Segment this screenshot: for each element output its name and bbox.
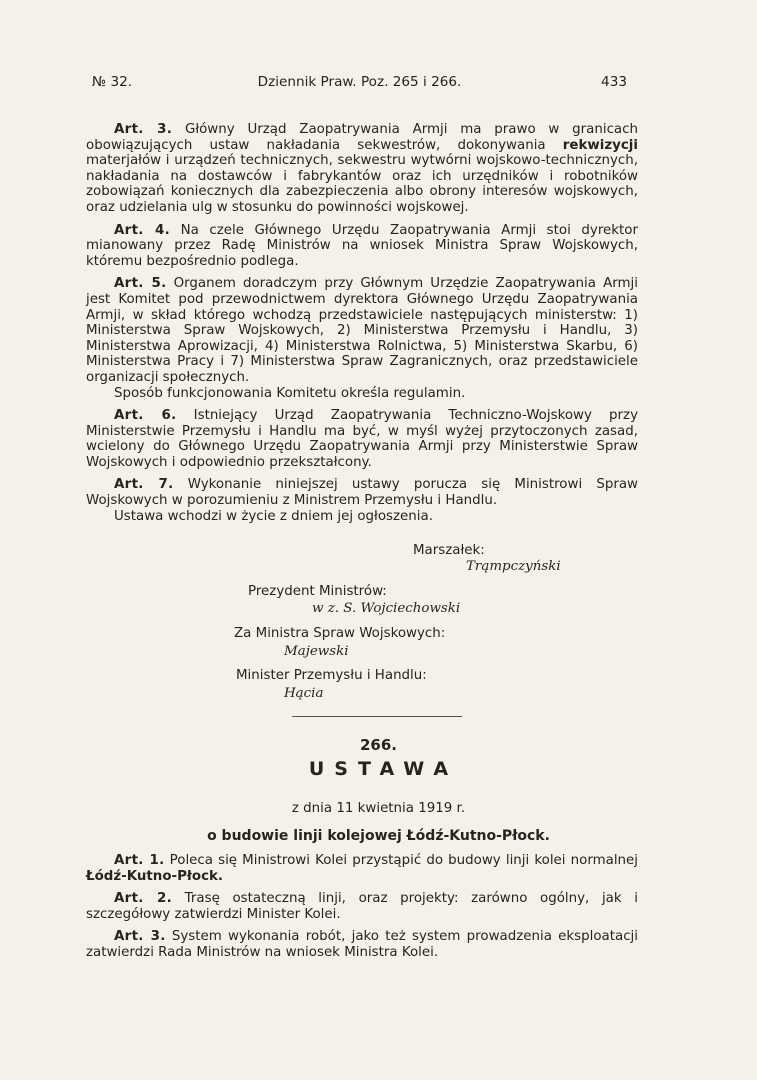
article-7-text: Wykonanie niniejszej ustawy porucza się Ministrowi Spraw Wojskowych w porozumieniu z Ministrem Przemysłu i Handlu.: [86, 477, 639, 509]
act-266-article-1: [86, 853, 638, 884]
military-minister-title: Za Ministra Spraw Wojskowych:: [234, 626, 446, 641]
article-5: [86, 276, 638, 385]
section-divider: [292, 716, 462, 717]
act-266-article-2-text: Trasę ostateczną linji, oraz projekty: zarówno ogólny, jak i szczegółowy zatwierdzi Minister Kolei.: [86, 891, 638, 922]
marshal-signature: Trąmpczyński: [466, 559, 561, 574]
premier-title: Prezydent Ministrów:: [248, 584, 387, 599]
industry-minister-title: Minister Przemysłu i Handlu:: [236, 668, 427, 683]
article-3-text-bold: rekwizycji: [562, 137, 638, 153]
act-266-article-2: [86, 891, 638, 922]
act-266-number: 266.: [359, 736, 397, 754]
act-266-article-3: [86, 929, 638, 960]
article-5-label: Art. 5.: [114, 276, 167, 292]
act-266-body: [86, 853, 638, 961]
act-266-article-1-bold: Łódź-Kutno-Płock.: [86, 868, 224, 884]
page-header: [92, 75, 627, 93]
article-4-text: Na czele Głównego Urzędu Zaopatrywania Armji stoi dyrektor mianowany przez Radę Ministrów na wniosek Ministra Spraw Wojskowych, któremu bezpośrednio podlega.: [86, 222, 638, 269]
act-266-subject: o budowie linji kolejowej Łódź-Kutno-Płock.: [207, 828, 550, 844]
article-7: [86, 477, 638, 508]
act-266-article-3-text: System wykonania robót, jako też system prowadzenia eksploatacji zatwierdzi Rada Ministrów na wniosek Ministra Kolei.: [86, 929, 638, 960]
article-4: [86, 223, 638, 270]
marshal-title: Marszałek:: [413, 543, 485, 558]
article-7-label: Art. 7.: [114, 477, 174, 493]
article-6-label: Art. 6.: [114, 408, 177, 424]
article-5-continuation: Sposób funkcjonowania Komitetu określa regulamin.: [114, 385, 466, 401]
act-266-article-1-text: Poleca się Ministrowi Kolei przystąpić do budowy linji kolei normalnej: [169, 853, 639, 868]
issue-number: № 32.: [92, 74, 133, 90]
military-minister-signature: Majewski: [284, 644, 349, 659]
article-6-text: Istniejący Urząd Zaopatrywania Techniczno-Wojskowy przy Ministerstwie Przemysłu i Handlu ma być, w myśl wyżej przytoczonych zasad, wcielony do Głównego Urzędu Zaopatrywania Armji przy Ministerstwie Spraw Wojskowych i odpowiednio przekształcony.: [86, 408, 639, 470]
article-3-text-b: materjałów i urządzeń technicznych, sekwestru wytwórni wojskowo-technicznych, nakładania na dostawców i fabrykantów oraz ich urzędników i robotników zobowiązań koniecznych dla zabezpieczenia albo obrony interesów wojskowych, oraz udzielania ulg w stosunku do powinności wojskowej.: [86, 153, 638, 215]
industry-minister-signature: Hącia: [284, 686, 324, 701]
article-6: [86, 408, 638, 470]
article-3-text-a: Główny Urząd Zaopatrywania Armji ma prawo w granicach obowiązujących ustaw nakładania sekwestrów, dokonywania: [86, 122, 638, 153]
journal-title: Dziennik Praw. Poz. 265 i 266.: [257, 74, 462, 90]
article-7-continuation: Ustawa wchodzi w życie z dniem jej ogłoszenia.: [114, 508, 433, 524]
page-number: 433: [601, 74, 627, 90]
act-266-article-2-label: Art. 2.: [114, 891, 173, 907]
act-265-body: [86, 122, 638, 524]
act-266-article-1-label: Art. 1.: [114, 853, 165, 868]
act-266-title: USTAWA: [308, 758, 459, 780]
article-5-text: Organem doradczym przy Głównym Urzędzie Zaopatrywania Armji jest Komitet pod przewodnictwem dyrektora Głównego Urzędu Zaopatrywania Armji, w skład którego wchodzą przedstawiciele następujących ministerstw: 1) Ministerstwa Spraw Wojskowych, 2) Ministerstwa Przemysłu i Handlu, 3) Ministerstwa Aprowizacji, 4) Ministerstwa Rolnictwa, 5) Ministerstwa Skarbu, 6) Ministerstwa Pracy i 7) Ministerstwa Spraw Zagranicznych, oraz przedstawiciele organizacji społecznych.: [86, 276, 638, 385]
premier-signature: w z. S. Wojciechowski: [312, 601, 461, 616]
article-3: [86, 122, 638, 216]
act-266-date: z dnia 11 kwietnia 1919 r.: [291, 801, 466, 816]
act-266-article-3-label: Art. 3.: [114, 929, 166, 945]
article-3-label: Art. 3.: [114, 122, 173, 137]
article-4-label: Art. 4.: [114, 222, 170, 238]
